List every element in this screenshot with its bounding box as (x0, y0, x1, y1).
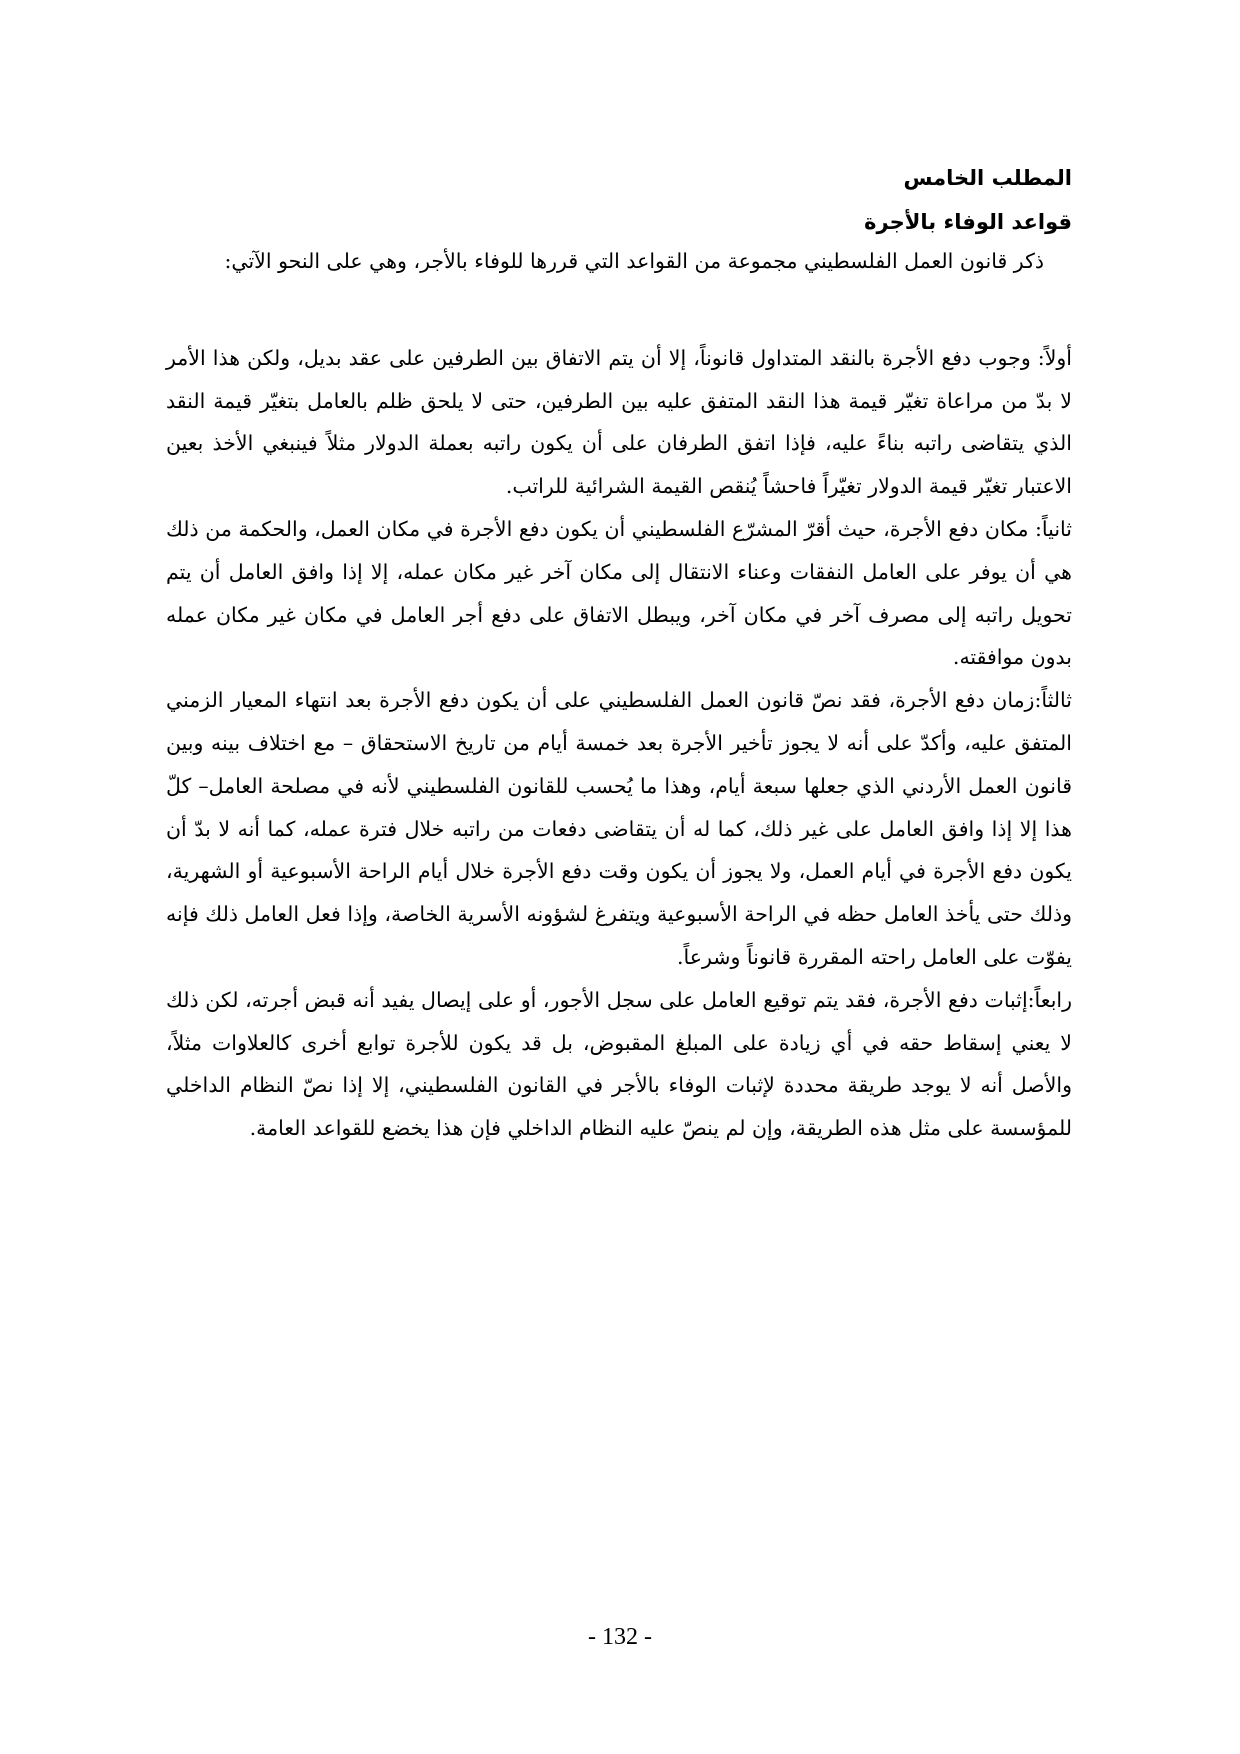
rule-first-paragraph: أولاً: وجوب دفع الأجرة بالنقد المتداول قانوناً، إلا أن يتم الاتفاق بين الطرفين على عقد بديل، ولكن هذا الأمر لا بدّ من مراعاة تغيّر قيمة هذا النقد المتفق عليه بين الطرفين، حتى لا يلحق ظلم بالعامل بتغيّر قيمة النقد الذي يتقاضى راتبه بناءً عليه، فإذا اتفق الطرفان على أن يكون راتبه بعملة الدولار مثلاً فينبغي الأخذ بعين الاعتبار تغيّر قيمة الدولار تغيّراً فاحشاً يُنقص القيمة الشرائية للراتب. (166, 345, 1072, 499)
page-content (166, 160, 1072, 1150)
rule-third-paragraph: ثالثاً:زمان دفع الأجرة، فقد نصّ قانون العمل الفلسطيني على أن يكون دفع الأجرة بعد انتهاء المعيار الزمني المتفق عليه، وأكدّ على أنه لا يجوز تأخير الأجرة بعد خمسة أيام من تاريخ الاستحقاق – مع اختلاف بينه وبين قانون العمل الأردني الذي جعلها سبعة أيام، وهذا ما يُحسب للقانون الفلسطيني لأنه في مصلحة العامل– كلّ هذا إلا إذا وافق العامل على غير ذلك، كما له أن يتقاضى دفعات من راتبه خلال فترة عمله، كما أنه لا بدّ أن يكون دفع الأجرة في أيام العمل، ولا يجوز أن يكون وقت دفع الأجرة خلال أيام الراحة الأسبوعية أو الشهرية، وذلك حتى يأخذ العامل حظه في الراحة الأسبوعية ويتفرغ لشؤونه الأسرية الخاصة، وإذا فعل العامل ذلك فإنه يفوّت على العامل راحته المقررة قانوناً وشرعاً. (166, 688, 1072, 969)
rules-list (166, 337, 1072, 1150)
rule-fourth-paragraph: رابعاًَ:إثبات دفع الأجرة، فقد يتم توقيع العامل على سجل الأجور، أو على إيصال يفيد أنه قبض أجرته، لكن ذلك لا يعني إسقاط حقه في أي زيادة على المبلغ المقبوض، بل قد يكون للأجرة توابع أخرى كالعلاوات مثلاً، والأصل أنه لا يوجد طريقة محددة لإثبات الوفاء بالأجر في القانون الفلسطيني، إلا إذا نصّ النظام الداخلي للمؤسسة على مثل هذه الطريقة، وإن لم ينصّ عليه النظام الداخلي فإن هذا يخضع للقواعد العامة. (166, 987, 1072, 1141)
section-title: المطلب الخامس (903, 166, 1072, 190)
section-subtitle: قواعد الوفاء بالأجرة (864, 210, 1072, 234)
rule-second-paragraph: ثانياً: مكان دفع الأجرة، حيث أقرّ المشرّع الفلسطيني أن يكون دفع الأجرة في مكان العمل، والحكمة من ذلك هي أن يوفر على العامل النفقات وعناء الانتقال إلى مكان آخر غير مكان عمله، إلا إذا وافق العامل أن يتم تحويل راتبه إلى مصرف آخر في مكان آخر، ويبطل الاتفاق على دفع أجر العامل في مكان غير مكان عمله بدون موافقته. (166, 516, 1072, 670)
page-number: - 132 - (588, 1624, 652, 1650)
intro-paragraph: ذكر قانون العمل الفلسطيني مجموعة من القواعد التي قررها للوفاء بالأجر، وهي على النحو الآتي: (224, 249, 1044, 273)
